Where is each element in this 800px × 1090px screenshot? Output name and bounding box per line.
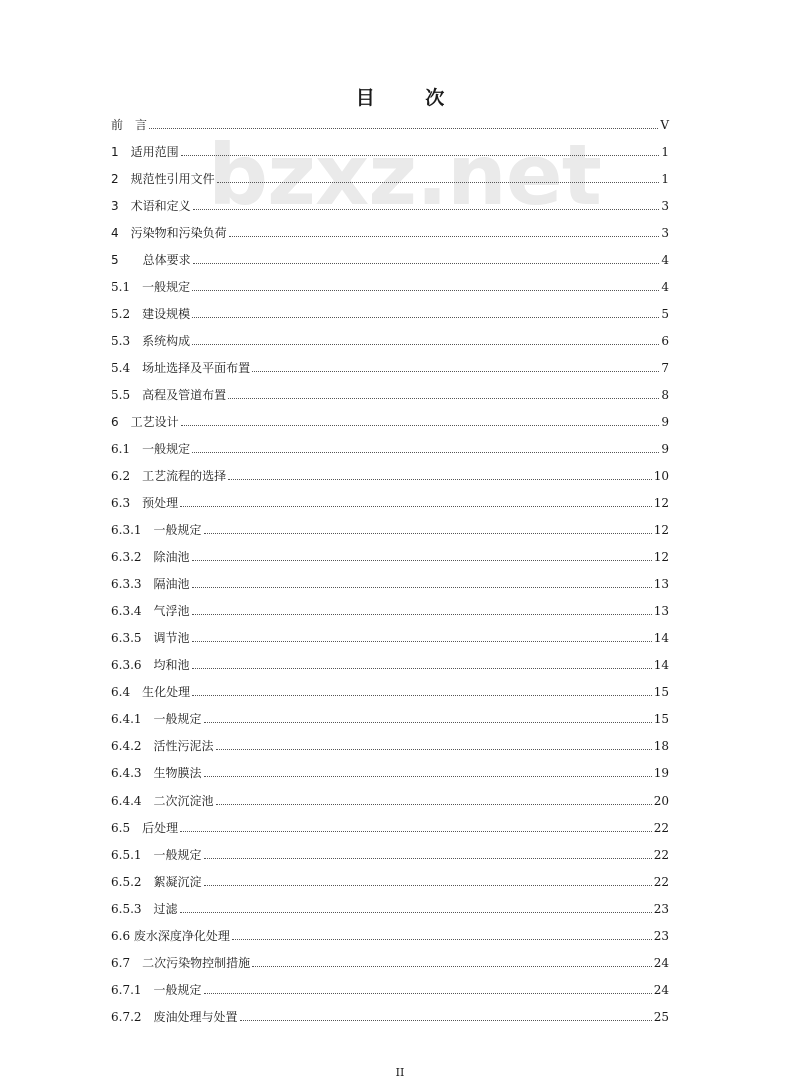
toc-entry[interactable] bbox=[111, 140, 669, 160]
toc-entry-number: 6.3.6 bbox=[111, 658, 154, 673]
toc-entry-page: 24 bbox=[653, 982, 669, 997]
toc-entry[interactable] bbox=[111, 870, 669, 890]
toc-entry-label: 除油池 bbox=[153, 550, 190, 565]
toc-entry-label: 一般规定 bbox=[153, 982, 202, 997]
toc-entry-page: 23 bbox=[653, 901, 669, 916]
toc-entry-page: 12 bbox=[653, 496, 669, 511]
toc-entry-label: 均和池 bbox=[153, 658, 190, 673]
toc-entry-number: 5.2 bbox=[111, 307, 143, 322]
toc-entry-page: 22 bbox=[653, 820, 669, 835]
toc-entry-number: 6.7.2 bbox=[111, 1009, 154, 1024]
toc-entry-page: 23 bbox=[653, 928, 669, 943]
toc-entry-label: 高程及管道布置 bbox=[142, 388, 227, 403]
toc-entry-label: 污染物和污染负荷 bbox=[130, 226, 227, 241]
page-number: II bbox=[395, 1066, 405, 1079]
toc-entry-label: 术语和定义 bbox=[130, 199, 191, 214]
toc-entry[interactable] bbox=[111, 1005, 669, 1025]
toc-leader-dots bbox=[217, 181, 659, 183]
toc-entry-label: 预处理 bbox=[142, 496, 179, 511]
toc-entry-label: 一般规定 bbox=[142, 280, 191, 295]
toc-entry-page: 1 bbox=[661, 172, 669, 187]
toc-entry-number: 5.1 bbox=[111, 280, 143, 295]
toc-entry-label: 二次沉淀池 bbox=[153, 793, 214, 808]
toc-leader-dots bbox=[216, 748, 652, 750]
toc-leader-dots bbox=[228, 478, 652, 480]
toc-entry-number: 6.5.1 bbox=[111, 847, 154, 862]
toc-entry-page: 14 bbox=[653, 631, 669, 646]
toc-leader-dots bbox=[192, 694, 652, 696]
toc-entry-label: 废油处理与处置 bbox=[153, 1009, 238, 1024]
toc-entry[interactable] bbox=[111, 626, 669, 646]
toc-entry-page: 22 bbox=[653, 874, 669, 889]
toc-entry-number: 6.2 bbox=[111, 469, 143, 484]
toc-leader-dots bbox=[252, 370, 659, 372]
toc-entry-number: 5.4 bbox=[111, 361, 143, 376]
toc-leader-dots bbox=[192, 343, 659, 345]
toc-entry-page: 25 bbox=[653, 1009, 669, 1024]
toc-entry-number: 前 言 bbox=[111, 118, 148, 132]
toc-entry-number: 6.4.1 bbox=[111, 712, 154, 727]
toc-leader-dots bbox=[240, 1019, 652, 1021]
toc-leader-dots bbox=[229, 235, 659, 237]
toc-entry[interactable] bbox=[111, 464, 669, 484]
toc-entry-page: 13 bbox=[653, 577, 669, 592]
toc-entry[interactable] bbox=[111, 248, 669, 268]
toc-entry-number: 5 bbox=[111, 253, 143, 268]
toc-entry-page: 14 bbox=[653, 658, 669, 673]
toc-entry-label: 一般规定 bbox=[153, 523, 202, 538]
toc-entry[interactable] bbox=[111, 194, 669, 214]
toc-entry-label: 废水深度净化处理 bbox=[133, 928, 230, 943]
toc-entry-page: 9 bbox=[661, 415, 669, 430]
toc-leader-dots bbox=[204, 775, 652, 777]
toc-leader-dots bbox=[228, 397, 659, 399]
toc-entry[interactable] bbox=[111, 356, 669, 376]
toc-entry-number: 6.3.2 bbox=[111, 550, 154, 565]
toc-entry-number: 5.3 bbox=[111, 334, 143, 349]
toc-entry-number: 4 bbox=[111, 226, 131, 241]
toc-entry-page: 7 bbox=[661, 361, 669, 376]
toc-leader-dots bbox=[192, 640, 652, 642]
toc-entry-label: 过滤 bbox=[153, 901, 178, 916]
toc-entry-number: 5.5 bbox=[111, 388, 143, 403]
toc-leader-dots bbox=[180, 505, 652, 507]
toc-entry-number: 6.5.2 bbox=[111, 874, 154, 889]
toc-entry-number: 6.4.3 bbox=[111, 766, 154, 781]
toc-leader-dots bbox=[193, 262, 659, 264]
toc-entry-number: 6.3.4 bbox=[111, 604, 154, 619]
toc-entry[interactable] bbox=[111, 897, 669, 917]
toc-entry[interactable] bbox=[111, 302, 669, 322]
toc-entry-page: 24 bbox=[653, 955, 669, 970]
toc-entry-label: 活性污泥法 bbox=[153, 739, 214, 754]
toc-entry-label: 系统构成 bbox=[142, 334, 191, 349]
toc-leader-dots bbox=[192, 667, 652, 669]
toc-entry-page: 12 bbox=[653, 523, 669, 538]
toc-entry-number: 6.4.4 bbox=[111, 793, 154, 808]
toc-entry[interactable] bbox=[111, 545, 669, 565]
toc-entry-page: 1 bbox=[661, 145, 669, 160]
toc-entry[interactable] bbox=[111, 978, 669, 998]
toc-entry-page: 4 bbox=[661, 253, 669, 268]
toc-leader-dots bbox=[192, 451, 659, 453]
toc-entry-label: 一般规定 bbox=[153, 712, 202, 727]
toc-entry-label: 场址选择及平面布置 bbox=[142, 361, 251, 376]
toc-entry-number: 1 bbox=[111, 145, 131, 160]
toc-entry[interactable] bbox=[111, 437, 669, 457]
toc-leader-dots bbox=[192, 289, 659, 291]
toc-entry-label: 工艺流程的选择 bbox=[142, 469, 227, 484]
toc-entry-page: 3 bbox=[661, 226, 669, 241]
toc-entry-page: 6 bbox=[661, 334, 669, 349]
toc-entry-number: 6.7 bbox=[111, 955, 143, 970]
toc-leader-dots bbox=[232, 938, 652, 940]
toc-entry-page: 22 bbox=[653, 847, 669, 862]
toc-entry-label: 调节池 bbox=[153, 631, 190, 646]
toc-leader-dots bbox=[180, 911, 652, 913]
toc-leader-dots bbox=[181, 424, 659, 426]
toc-entry-number: 6.5 bbox=[111, 820, 143, 835]
toc-entry-number: 6.5.3 bbox=[111, 901, 154, 916]
toc-entry-page: 5 bbox=[661, 307, 669, 322]
toc-entry[interactable] bbox=[111, 680, 669, 700]
toc-entry-number: 6.4.2 bbox=[111, 739, 154, 754]
toc-leader-dots bbox=[192, 586, 652, 588]
toc-entry[interactable] bbox=[111, 816, 669, 836]
toc-entry-page: V bbox=[660, 118, 669, 132]
toc-entry[interactable] bbox=[111, 734, 669, 754]
toc-entry-number: 6.7.1 bbox=[111, 982, 154, 997]
toc-entry-page: 3 bbox=[661, 199, 669, 214]
toc-entry-number: 6.6 bbox=[111, 928, 134, 943]
toc-entry-page: 9 bbox=[661, 442, 669, 457]
toc-entry-number: 6.3.3 bbox=[111, 577, 154, 592]
toc-leader-dots bbox=[181, 154, 659, 156]
toc-entry[interactable] bbox=[111, 491, 669, 511]
toc-entry-page: 19 bbox=[653, 766, 669, 781]
toc-entry[interactable] bbox=[111, 221, 669, 241]
toc-entry-page: 15 bbox=[653, 712, 669, 727]
toc-entry[interactable] bbox=[111, 275, 669, 295]
toc-entry-page: 15 bbox=[653, 685, 669, 700]
toc-entry-number: 6.3.5 bbox=[111, 631, 154, 646]
toc-entry-label: 生化处理 bbox=[142, 685, 191, 700]
toc-entry[interactable] bbox=[111, 789, 669, 809]
toc-entry[interactable] bbox=[111, 572, 669, 592]
toc-entry-page: 20 bbox=[653, 793, 669, 808]
toc-entry-label: 规范性引用文件 bbox=[130, 172, 215, 187]
toc-leader-dots bbox=[204, 992, 652, 994]
toc-entry-label: 生物膜法 bbox=[153, 766, 202, 781]
toc-leader-dots bbox=[193, 208, 659, 210]
toc-entry[interactable] bbox=[111, 843, 669, 863]
toc-entry-number: 2 bbox=[111, 172, 131, 187]
toc-entry-number: 6.3.1 bbox=[111, 523, 154, 538]
toc-leader-dots bbox=[192, 559, 652, 561]
toc-entry-page: 12 bbox=[653, 550, 669, 565]
toc-entry-label: 后处理 bbox=[142, 820, 179, 835]
toc-entry-label: 絮凝沉淀 bbox=[153, 874, 202, 889]
toc-entry[interactable] bbox=[111, 653, 669, 673]
toc-leader-dots bbox=[192, 316, 659, 318]
toc-leader-dots bbox=[252, 965, 652, 967]
toc-entry-label: 一般规定 bbox=[153, 847, 202, 862]
toc-entry[interactable] bbox=[111, 761, 669, 781]
toc-entry-label: 气浮池 bbox=[153, 604, 190, 619]
toc-entry[interactable] bbox=[111, 410, 669, 430]
toc-entry-number: 6.1 bbox=[111, 442, 143, 457]
toc-entry[interactable] bbox=[111, 329, 669, 349]
toc-leader-dots bbox=[149, 127, 658, 129]
toc-entry-label: 二次污染物控制措施 bbox=[142, 955, 251, 970]
toc-leader-dots bbox=[204, 857, 652, 859]
toc-entry[interactable] bbox=[111, 113, 669, 133]
toc-entry-page: 10 bbox=[653, 469, 669, 484]
toc-entry[interactable] bbox=[111, 951, 669, 971]
toc-entry-number: 6.4 bbox=[111, 685, 143, 700]
toc-entry[interactable] bbox=[111, 924, 669, 944]
toc-entry-label: 适用范围 bbox=[130, 145, 179, 160]
toc-leader-dots bbox=[204, 884, 652, 886]
toc-entry[interactable] bbox=[111, 383, 669, 403]
toc-leader-dots bbox=[204, 532, 652, 534]
toc-entry-label: 隔油池 bbox=[153, 577, 190, 592]
toc-leader-dots bbox=[216, 803, 652, 805]
toc-entry-page: 8 bbox=[661, 388, 669, 403]
toc-entry-label: 总体要求 bbox=[142, 253, 191, 268]
toc-leader-dots bbox=[192, 613, 652, 615]
toc-entry-number: 6.3 bbox=[111, 496, 143, 511]
toc-entry-label: 工艺设计 bbox=[130, 415, 179, 430]
toc-entry-page: 13 bbox=[653, 604, 669, 619]
toc-entry-page: 18 bbox=[653, 739, 669, 754]
watermark-logo: bzxz.net bbox=[208, 126, 601, 224]
page-title: 目 次 bbox=[355, 87, 467, 109]
toc-leader-dots bbox=[204, 721, 652, 723]
toc-entry[interactable] bbox=[111, 599, 669, 619]
toc-entry[interactable] bbox=[111, 707, 669, 727]
toc-entry-label: 建设规模 bbox=[142, 307, 191, 322]
toc-entry-page: 4 bbox=[661, 280, 669, 295]
toc-leader-dots bbox=[180, 830, 652, 832]
toc-entry-number: 6 bbox=[111, 415, 131, 430]
toc-entry[interactable] bbox=[111, 518, 669, 538]
toc-entry[interactable] bbox=[111, 167, 669, 187]
toc-entry-label: 一般规定 bbox=[142, 442, 191, 457]
toc-entry-number: 3 bbox=[111, 199, 131, 214]
